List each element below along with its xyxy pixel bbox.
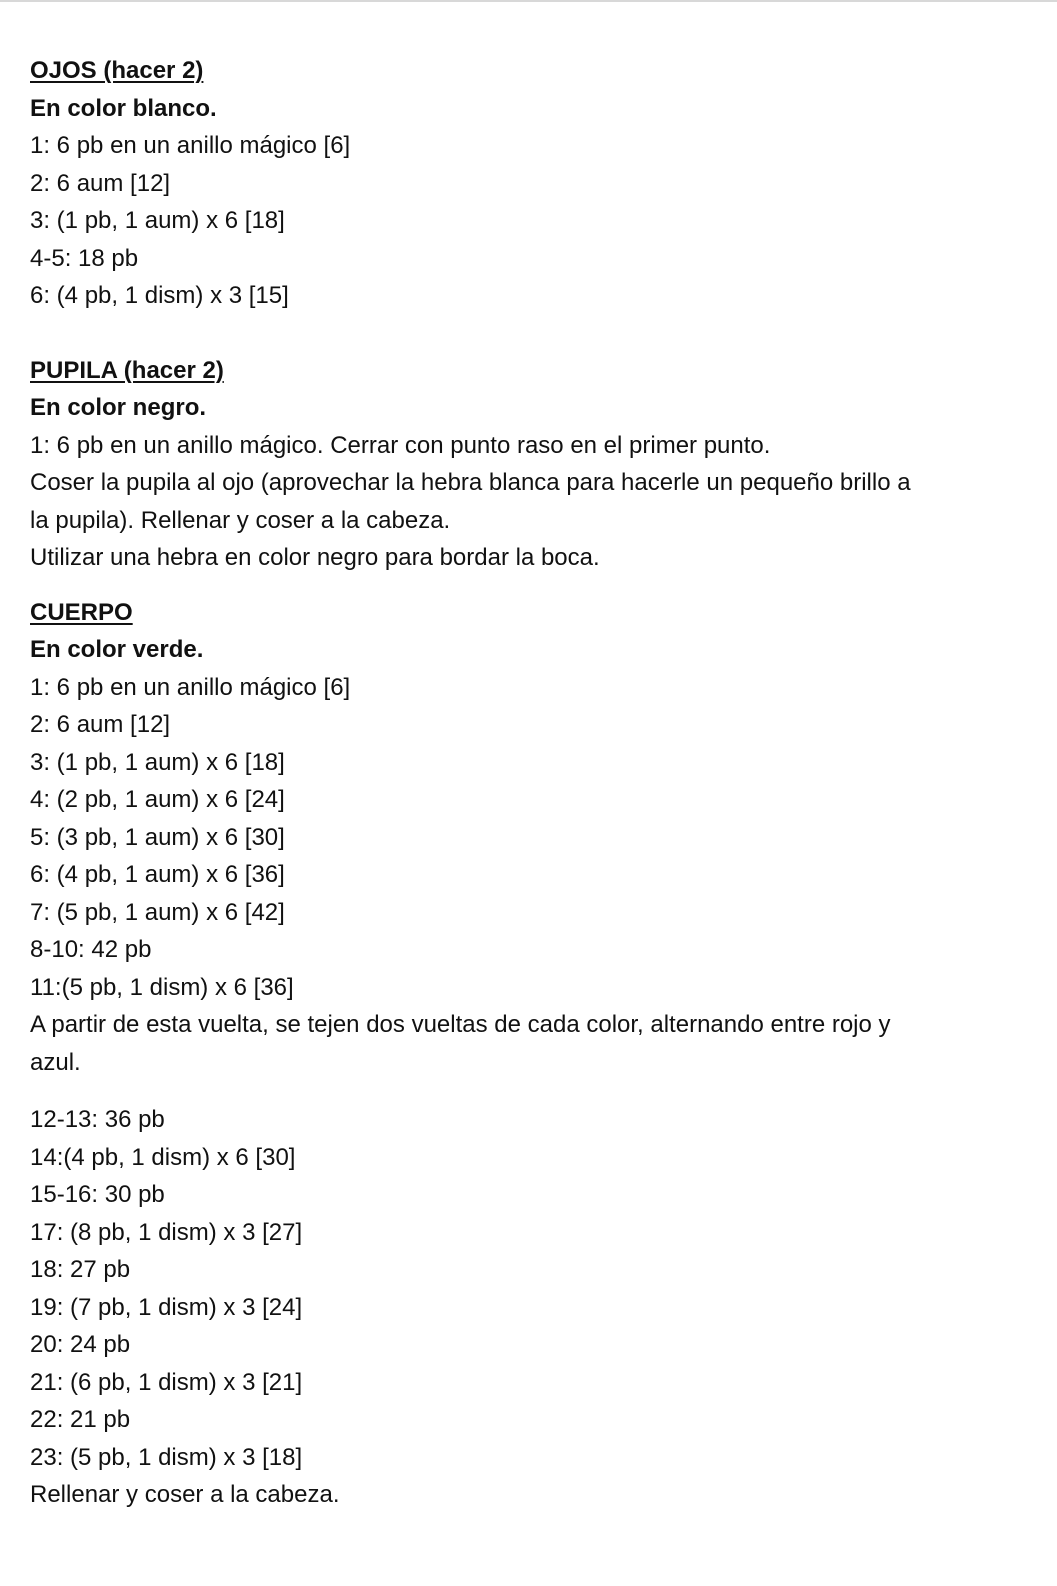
- pattern-row: 4: (2 pb, 1 aum) x 6 [24]: [30, 786, 285, 813]
- instruction-line: Coser la pupila al ojo (aprovechar la hebra blanca para hacerle un pequeño brillo a: [30, 469, 911, 496]
- pattern-row: 6: (4 pb, 1 dism) x 3 [15]: [30, 282, 289, 309]
- section-title: PUPILA (hacer 2): [30, 356, 224, 384]
- section-title: OJOS (hacer 2): [30, 57, 204, 84]
- pattern-row: 19: (7 pb, 1 dism) x 3 [24]: [30, 1293, 303, 1321]
- pattern-row: 23: (5 pb, 1 dism) x 3 [18]: [30, 1443, 303, 1471]
- pattern-row: 1: 6 pb en un anillo mágico [6]: [30, 673, 351, 701]
- section-title: CUERPO: [30, 598, 133, 626]
- section-subtitle: En color verde.: [30, 636, 204, 663]
- pattern-row: 20: 24 pb: [30, 1331, 131, 1358]
- instruction-line: la pupila). Rellenar y coser a la cabeza.: [30, 506, 451, 534]
- section-cuerpo: [30, 594, 1057, 1514]
- instruction-line: A partir de esta vuelta, se tejen dos vueltas de cada color, alternando entre rojo y: [30, 1011, 891, 1038]
- pattern-row: 15-16: 30 pb: [30, 1181, 165, 1208]
- paragraph-spacer: [30, 1081, 1057, 1101]
- pattern-row: 22: 21 pb: [30, 1406, 131, 1433]
- pattern-row: 6: (4 pb, 1 aum) x 6 [36]: [30, 861, 285, 888]
- pattern-row: 12-13: 36 pb: [30, 1106, 165, 1133]
- pattern-row: 1: 6 pb en un anillo mágico [6]: [30, 132, 351, 159]
- pattern-row: 11:(5 pb, 1 dism) x 6 [36]: [30, 973, 294, 1001]
- top-rule: [0, 0, 1057, 2]
- pattern-row: 1: 6 pb en un anillo mágico. Cerrar con punto raso en el primer punto.: [30, 431, 771, 459]
- section-ojos: [30, 52, 1057, 315]
- pattern-row: 4-5: 18 pb: [30, 244, 139, 272]
- pattern-row: 5: (3 pb, 1 aum) x 6 [30]: [30, 823, 285, 851]
- pattern-row: 21: (6 pb, 1 dism) x 3 [21]: [30, 1368, 303, 1396]
- pattern-row: 14:(4 pb, 1 dism) x 6 [30]: [30, 1143, 296, 1171]
- pattern-row: 2: 6 aum [12]: [30, 169, 171, 197]
- pattern-row: 3: (1 pb, 1 aum) x 6 [18]: [30, 207, 285, 234]
- section-subtitle: En color blanco.: [30, 94, 217, 122]
- instruction-line: Utilizar una hebra en color negro para bordar la boca.: [30, 544, 600, 571]
- pattern-row: 8-10: 42 pb: [30, 936, 152, 963]
- instruction-line: azul.: [30, 1048, 81, 1076]
- section-spacer: [30, 577, 1057, 594]
- section-subtitle: En color negro.: [30, 394, 207, 421]
- pattern-row: 17: (8 pb, 1 dism) x 3 [27]: [30, 1218, 303, 1246]
- pattern-row: 3: (1 pb, 1 aum) x 6 [18]: [30, 748, 285, 776]
- section-pupila: [30, 352, 1057, 577]
- pattern-row: 7: (5 pb, 1 aum) x 6 [42]: [30, 898, 285, 926]
- pattern-row: 18: 27 pb: [30, 1256, 131, 1283]
- document-body: [30, 52, 1057, 1514]
- section-spacer: [30, 315, 1057, 352]
- pattern-row: 2: 6 aum [12]: [30, 711, 171, 738]
- instruction-line: Rellenar y coser a la cabeza.: [30, 1481, 340, 1508]
